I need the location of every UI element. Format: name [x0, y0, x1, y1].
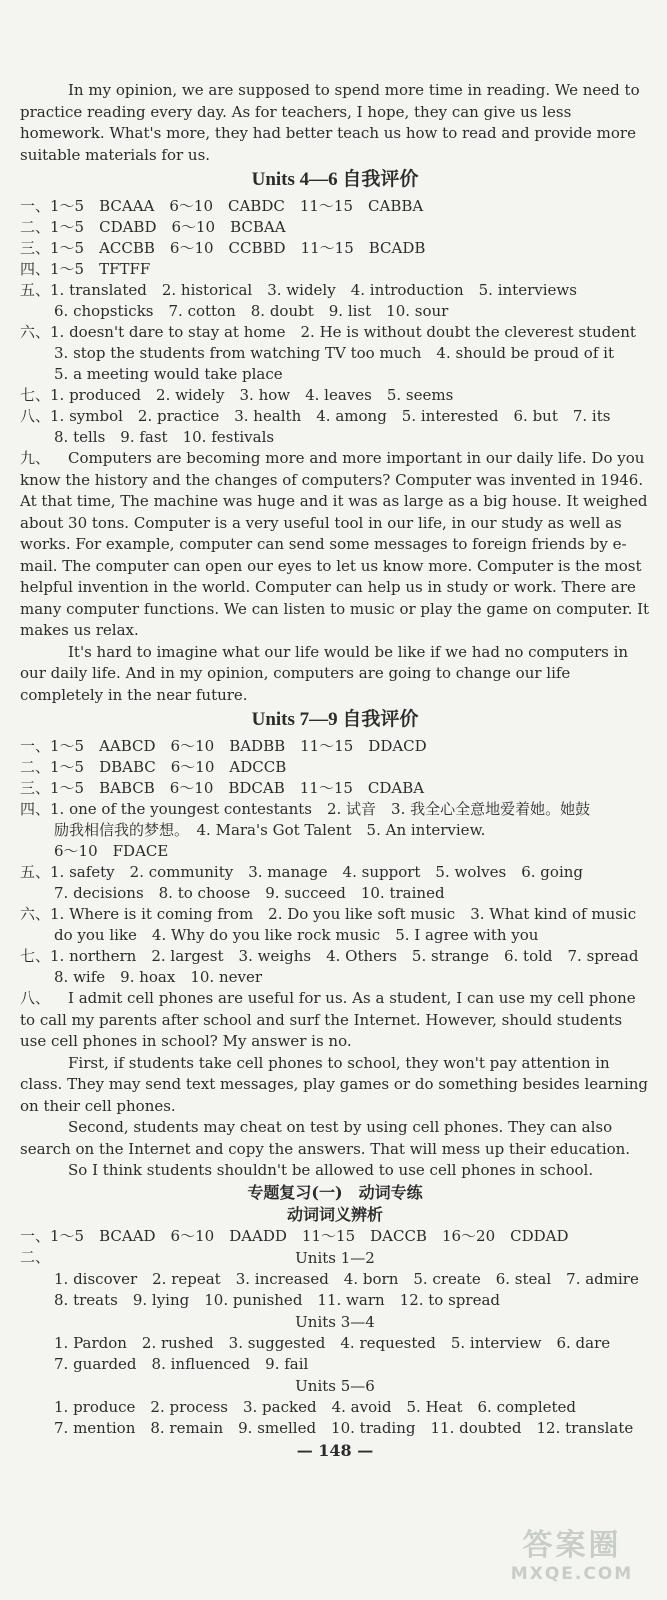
answer-line: 6～10 FDACE	[54, 842, 169, 860]
answer-line: 6. chopsticks 7. cotton 8. doubt 9. list 10. sour	[54, 302, 449, 320]
answer-line: 励我相信我的梦想。 4. Mara's Got Talent 5. An interview.	[54, 821, 486, 839]
watermark-text: 答案圈	[522, 1528, 622, 1563]
answer-line: 8. treats 9. lying 10. punished 11. warn 12. to spread	[54, 1290, 500, 1309]
answer-line: 三、1～5 ACCBB 6～10 CCBBD 11～15 BCADB	[20, 239, 426, 257]
watermark-logo	[487, 1528, 657, 1592]
essay-text: Computers are becoming more and more important in our daily life. Do you know the history and the changes of computers? Computer was invented in 1946. At that time, The machine was huge and it was as large as a big house. It weighed about 30 tons. Computer is a very useful tool in our life, in our study as well as works. For example, computer can send some messages to foreign friends by e-mail. The computer can open our eyes to let us know more. Computer is the most helpful invention in the world. Computer can help us in study or work. There are many computer functions. We can listen to music or play the game on computer. It makes us relax.	[20, 449, 650, 639]
answer-line: 七、1. northern 2. largest 3. weighs 4. Others 5. strange 6. told 7. spread	[20, 947, 639, 965]
essay-paragraph	[20, 448, 650, 642]
answer-line: 7. mention 8. remain 9. smelled 10. trading 11. doubted 12. translate	[54, 1418, 634, 1437]
answer-line: 四、1. one of the youngest contestants 2. 试音 3. 我全心全意地爱着她。她鼓	[20, 800, 591, 818]
essay-paragraph: It's hard to imagine what our life would be like if we had no computers in our daily life. And in my opinion, computers are going to change our life completely in the near future.	[20, 642, 629, 704]
topic-review-title: 专题复习(一) 动词专练	[247, 1182, 423, 1202]
answer-line: 8. tells 9. fast 10. festivals	[54, 428, 275, 446]
answer-line: 八、1. symbol 2. practice 3. health 4. among 5. interested 6. but 7. its	[20, 407, 611, 425]
section-title-units-4-6: Units 4—6 自我评价	[251, 169, 419, 190]
answer-line: 一、1～5 AABCD 6～10 BADBB 11～15 DDACD	[20, 737, 427, 755]
answer-page	[20, 80, 650, 1460]
essay-paragraph: In my opinion, we are supposed to spend more time in reading. We need to practice reading every day. As for teachers, I hope, they can give us less homework. What's more, they had better teach us how to read and provide more suitable materials for us.	[20, 81, 640, 164]
essay-paragraph: So I think students shouldn't be allowed to use cell phones in school.	[68, 1161, 594, 1179]
answer-line: 5. a meeting would take place	[54, 365, 283, 383]
units-3-4-title: Units 3—4	[295, 1312, 375, 1331]
answer-line: 3. stop the students from watching TV too much 4. should be proud of it	[54, 344, 614, 362]
answer-line: 二、1～5 CDABD 6～10 BCBAA	[20, 218, 286, 236]
answer-line: 1. produce 2. process 3. packed 4. avoid 5. Heat 6. completed	[54, 1397, 577, 1416]
page-number: — 148 —	[296, 1440, 374, 1460]
section-title-units-7-9: Units 7—9 自我评价	[251, 709, 419, 730]
section-number-label: 九、	[20, 449, 51, 467]
answer-line: 1. discover 2. repeat 3. increased 4. born 5. create 6. steal 7. admire	[54, 1269, 639, 1288]
answer-line: 二、1～5 DBABC 6～10 ADCCB	[20, 758, 287, 776]
answer-line: 7. guarded 8. influenced 9. fail	[54, 1354, 309, 1373]
answer-line: 四、1～5 TFTFF	[20, 260, 151, 278]
answer-line: 8. wife 9. hoax 10. never	[54, 968, 263, 986]
topic-review-subtitle: 动词词义辨析	[286, 1204, 383, 1224]
answer-line: 七、1. produced 2. widely 3. how 4. leaves 5. seems	[20, 386, 454, 404]
answer-line: 一、1～5 BCAAD 6～10 DAADD 11～15 DACCB 16～20 CDDAD	[20, 1226, 569, 1245]
answer-line: 1. Pardon 2. rushed 3. suggested 4. requested 5. interview 6. dare	[54, 1333, 611, 1352]
section-number-label: 二、	[20, 1247, 51, 1266]
answer-line: 7. decisions 8. to choose 9. succeed 10. trained	[54, 884, 445, 902]
section-number-label: 八、	[20, 989, 51, 1007]
essay-text: I admit cell phones are useful for us. As a student, I can use my cell phone to call my parents after school and surf the Internet. However, should students use cell phones in school? My answer is no.	[20, 989, 636, 1050]
units-5-6-title: Units 5—6	[295, 1376, 375, 1395]
essay-paragraph	[20, 988, 650, 1053]
answer-line: 一、1～5 BCAAA 6～10 CABDC 11～15 CABBA	[20, 197, 424, 215]
answer-line: do you like 4. Why do you like rock music 5. I agree with you	[54, 926, 539, 944]
answer-line: 五、1. translated 2. historical 3. widely 4. introduction 5. interviews	[20, 281, 577, 299]
units-1-2-title: Units 1—2	[295, 1248, 375, 1267]
answer-line: 六、1. doesn't dare to stay at home 2. He is without doubt the cleverest student	[20, 323, 636, 341]
answer-line: 三、1～5 BABCB 6～10 BDCAB 11～15 CDABA	[20, 779, 425, 797]
essay-paragraph: First, if students take cell phones to school, they won't pay attention in class. They may send text messages, play games or do something besides learning on their cell phones.	[20, 1053, 649, 1115]
answer-line: 六、1. Where is it coming from 2. Do you like soft music 3. What kind of music	[20, 905, 637, 923]
essay-paragraph: Second, students may cheat on test by using cell phones. They can also search on the Internet and copy the answers. That will mess up their education.	[20, 1118, 631, 1158]
watermark-url: MXQE.COM	[510, 1564, 634, 1584]
answer-line: 五、1. safety 2. community 3. manage 4. support 5. wolves 6. going	[20, 863, 583, 881]
